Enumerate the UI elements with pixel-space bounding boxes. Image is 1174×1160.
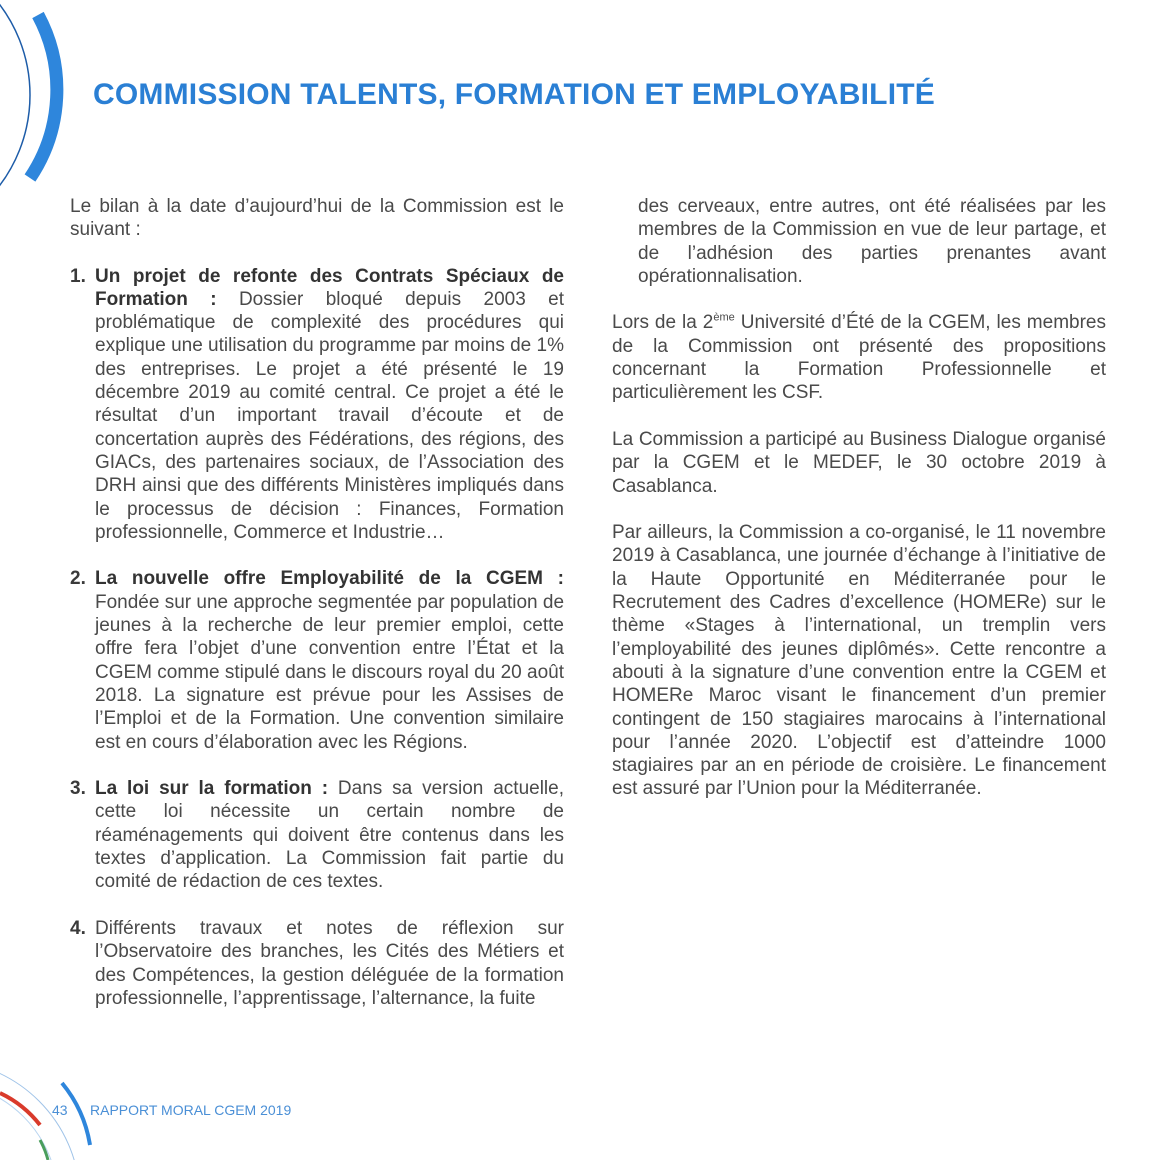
top-thick-blue-arc <box>30 15 57 178</box>
paragraph-homere: Par ailleurs, la Commission a co-organisé, le 11 novembre 2019 à Casablanca, une journée d’échange à l’initiative de la Haute Opportunité en Méditerranée pour le Recrutement des Cadres d’excellence (HOMERe) sur le thème «Stages à l’international, un tremplin vers l’employabilité des jeunes diplômés». Cette rencontre a abouti à la signature d’une convention entre la CGEM et HOMERe Maroc visant le financement d’un premier contingent de 150 stagiaires marocains à l’international pour l’année 2020. L’objectif est d’atteindre 1000 stagiaires par an en période de croisière. Le financement est assuré par l’Union pour la Méditerranée. <box>612 522 1106 800</box>
continuation-paragraph: des cerveaux, entre autres, ont été réalisées par les membres de la Commission en vue de leur partage, et de l’adhésion des parties prenantes avant opérationnalisation. <box>638 196 1106 287</box>
bottom-red-arc <box>0 1093 40 1125</box>
bottom-mid-arc <box>0 1082 58 1160</box>
list-item <box>70 917 564 1010</box>
para-text-after: Université d’Été de la CGEM, les membres de la Commission ont présenté des propositions concernant la Formation Professionnelle et particulièrement les CSF. <box>612 312 1106 404</box>
footer-label: RAPPORT MORAL CGEM 2019 <box>90 1102 292 1118</box>
page-title: COMMISSION TALENTS, FORMATION ET EMPLOYABILITÉ <box>93 78 935 111</box>
ordinal-superscript: ème <box>713 312 735 325</box>
item-heading: La nouvelle offre Employabilité de la CGEM : <box>95 568 564 590</box>
item-text: Dans sa version actuelle, cette loi nécessite un certain nombre de réaménagements qui doivent être contenus dans les textes d’application. La Commission fait partie du comité de rédaction de ces textes. <box>95 778 564 893</box>
left-column <box>70 195 564 1033</box>
bottom-outer-arc <box>0 1060 80 1160</box>
list-item <box>70 567 564 753</box>
para-text-before: Lors de la 2 <box>612 312 714 334</box>
right-column <box>612 195 1106 824</box>
page-number: 43 <box>52 1102 68 1118</box>
item-heading: Un projet de refonte des Contrats Spéciaux de Formation : <box>95 265 564 310</box>
item-number: 3. <box>70 778 86 800</box>
item-number: 2. <box>70 568 86 590</box>
intro-paragraph: Le bilan à la date d’aujourd’hui de la Commission est le suivant : <box>70 196 564 241</box>
item-number: 1. <box>70 265 86 287</box>
list-item <box>70 265 564 545</box>
item-number: 4. <box>70 917 86 939</box>
item-text: Fondée sur une approche segmentée par population de jeunes à la recherche de leur premier emploi, cette offre fera l’objet d’une convention entre l’État et la CGEM comme stipulé dans le discours royal du 20 août 2018. La signature est prévue pour les Assises de l’Emploi et de la Formation. Une convention similaire est en cours d’élaboration avec les Régions. <box>95 591 565 753</box>
list-item <box>70 777 564 893</box>
item-text: Dossier bloqué depuis 2003 et problématique de complexité des procédures qui explique une utilisation du programme par moins de 1% des entreprises. Le projet a été présenté le 19 décembre 2019 au comité central. Ce projet a été le résultat d’un important travail d’écoute et de concertation auprès des Fédérations, des régions, des GIACs, des partenaires sociaux, de l’Association des DRH ainsi que des différents Ministères impliqués dans le processus de décision : Finances, Formation professionnelle, Commerce et Industrie… <box>95 288 564 543</box>
top-thin-arc <box>0 0 30 245</box>
paragraph-universite <box>612 311 1106 404</box>
item-heading: La loi sur la formation : <box>95 778 329 800</box>
item-text: Différents travaux et notes de réflexion sur l’Observatoire des branches, les Cités des Métiers et des Compétences, la gestion déléguée de la formation professionnelle, l’apprentissage, l’alternance, la fuite <box>95 917 564 1009</box>
paragraph-business-dialogue: La Commission a participé au Business Dialogue organisé par la CGEM et le MEDEF, le 30 octobre 2019 à Casablanca. <box>612 428 1106 497</box>
